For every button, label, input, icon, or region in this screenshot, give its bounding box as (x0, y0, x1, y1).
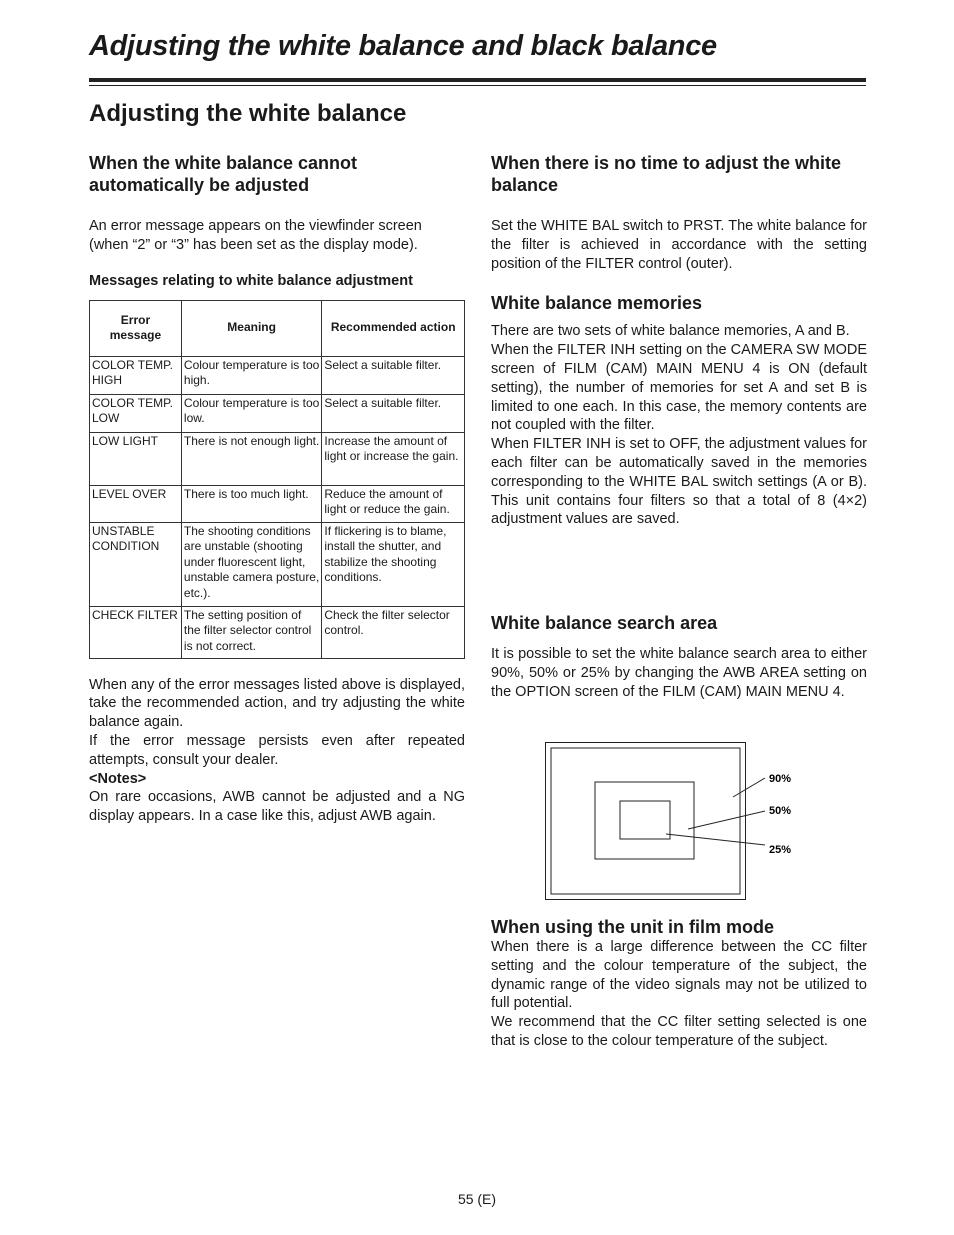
memories-text-3: When FILTER INH is set to OFF, the adjustment values for each filter can be automatically saved in the memories corresponding to the WHITE BAL switch settings (A or B). This unit contains four filters so that a total of 8 (4×2) adjustment values are saved. (491, 436, 867, 528)
memories-text-2: When the FILTER INH setting on the CAMERA SW MODE screen of FILM (CAM) MAIN MENU 4 is ON (default setting), the number of memories for set A and set B is limited to one each. In this case, the memory contents are not coupled with the filter. (491, 342, 867, 434)
diagram-outer-frame (546, 743, 746, 900)
area-50-rect (595, 782, 694, 859)
table-cell: Select a suitable filter. (322, 356, 465, 394)
table-cell: CHECK FILTER (90, 606, 182, 658)
title-rule-thick (89, 78, 866, 82)
film-mode-section (491, 916, 867, 1051)
table-cell: Check the filter selector control. (322, 606, 465, 658)
page-number: 55 (E) (457, 1191, 497, 1207)
table-cell: LOW LIGHT (90, 432, 182, 485)
section-title: Adjusting the white balance (89, 100, 407, 127)
table-header-row (90, 300, 465, 356)
search-area-heading: White balance search area (491, 613, 718, 633)
table-cell: COLOR TEMP. LOW (90, 394, 182, 432)
table-cell: LEVEL OVER (90, 485, 182, 522)
table-row (90, 606, 465, 658)
error-message-table (89, 300, 465, 659)
search-area-diagram (545, 742, 805, 902)
table-row (90, 522, 465, 606)
memories-heading: White balance memories (491, 293, 703, 314)
table-cell: Select a suitable filter. (322, 394, 465, 432)
notes-label: <Notes> (89, 770, 147, 787)
title-rule-thin (89, 85, 866, 86)
label-25: 25% (769, 844, 792, 856)
no-time-text: Set the WHITE BAL switch to PRST. The white balance for the filter is achieved in accordance with the setting position of the FILTER control (outer). (491, 218, 867, 272)
leader-25 (666, 834, 765, 845)
search-area-section (491, 612, 867, 701)
table-header-cell: Recommended action (322, 300, 465, 356)
leader-90 (733, 778, 765, 797)
table-row (90, 432, 465, 485)
persist-text: If the error message persists even after repeated attempts, consult your dealer. (89, 732, 465, 768)
film-mode-text-2: We recommend that the CC filter setting selected is one that is close to the colour temperature of the subject. (491, 1014, 867, 1049)
page-title: Adjusting the white balance and black balance (89, 30, 717, 62)
intro-text: An error message appears on the viewfinder screen (when “2” or “3” has been set as the display mode). (89, 218, 422, 253)
area-90-rect (551, 748, 740, 894)
table-cell: UNSTABLE CONDITION (90, 522, 182, 606)
film-mode-text-1: When there is a large difference between the CC filter setting and the colour temperature of the subject, the dynamic range of the video signals may not be utilized to full potential. (491, 939, 867, 1012)
area-25-rect (620, 801, 670, 839)
memories-text-1: There are two sets of white balance memories, A and B. (491, 323, 850, 340)
table-cell: COLOR TEMP. HIGH (90, 356, 182, 394)
table-cell: Colour temperature is too low. (181, 394, 321, 432)
right-column (491, 152, 867, 529)
table-caption: Messages relating to white balance adjustment (89, 272, 413, 289)
table-row (90, 356, 465, 394)
table-cell: The shooting conditions are unstable (shooting under fluorescent light, unstable camera posture, etc.). (181, 522, 321, 606)
table-header-cell: Error message (90, 300, 182, 356)
left-column (89, 152, 465, 826)
leader-50 (688, 811, 765, 829)
table-cell: Increase the amount of light or increase the gain. (322, 432, 465, 485)
table-cell: If flickering is to blame, install the shutter, and stabilize the shooting conditions. (322, 522, 465, 606)
search-area-text: It is possible to set the white balance search area to either 90%, 50% or 25% by changing the AWB AREA setting on the OPTION screen of the FILM (CAM) MAIN MENU 4. (491, 646, 867, 700)
table-cell: Colour temperature is too high. (181, 356, 321, 394)
cannot-adjust-heading: When the white balance cannot automatically be adjusted (89, 153, 358, 195)
table-header-cell: Meaning (181, 300, 321, 356)
table-row (90, 485, 465, 522)
notes-text: On rare occasions, AWB cannot be adjusted and a NG display appears. In a case like this, adjust AWB again. (89, 789, 465, 825)
table-cell: There is too much light. (181, 485, 321, 522)
label-90: 90% (769, 773, 792, 785)
after-table-text: When any of the error messages listed above is displayed, take the recommended action, and try adjusting the white balance again. (89, 676, 465, 731)
table-cell: Reduce the amount of light or reduce the gain. (322, 485, 465, 522)
table-cell: There is not enough light. (181, 432, 321, 485)
table-row (90, 394, 465, 432)
no-time-heading: When there is no time to adjust the white balance (491, 153, 842, 195)
label-50: 50% (769, 805, 792, 817)
table-cell: The setting position of the filter selector control is not correct. (181, 606, 321, 658)
film-mode-heading: When using the unit in film mode (491, 917, 774, 937)
